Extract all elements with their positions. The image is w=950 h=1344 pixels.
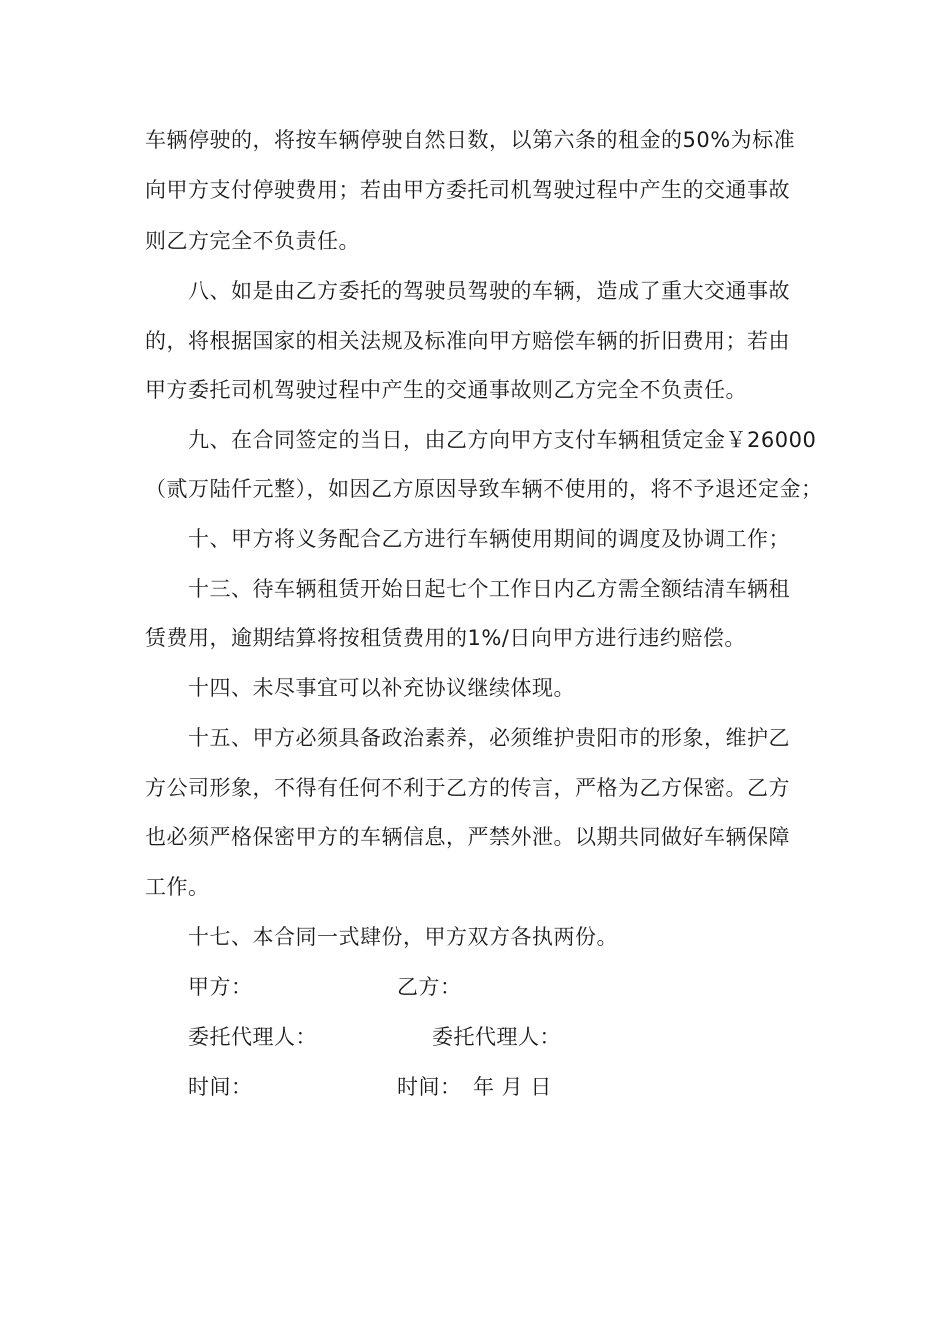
text-line: 的，将根据国家的相关法规及标准向甲方赔偿车辆的折旧费用；若由: [145, 329, 790, 353]
text-line: （贰万陆仟元整），如因乙方原因导致车辆不使用的，将不予退还定金；: [145, 477, 823, 501]
clause-14-line: 十四、未尽事宜可以补充协议继续体现。: [188, 676, 575, 700]
clause-8-line: 八、如是由乙方委托的驾驶员驾驶的车辆，造成了重大交通事故: [188, 279, 790, 303]
text-line: 方公司形象，不得有任何不利于乙方的传言，严格为乙方保密。乙方: [145, 776, 790, 800]
text-line: 车辆停驶的，将按车辆停驶自然日数，以第六条的租金的50%为标准: [145, 128, 796, 152]
date-placeholder: 年 月 日: [473, 1075, 552, 1099]
text-line: 工作。: [145, 875, 210, 899]
text-line: 则乙方完全不负责任。: [145, 229, 360, 253]
clause-15-line: 十五、甲方必须具备政治素养，必须维护贵阳市的形象，维护乙: [188, 726, 790, 750]
party-b-label: 乙方：: [397, 975, 462, 999]
party-a-label: 甲方：: [188, 975, 253, 999]
text-line: 向甲方支付停驶费用；若由甲方委托司机驾驶过程中产生的交通事故: [145, 178, 790, 202]
clause-13-line: 十三、待车辆租赁开始日起七个工作日内乙方需全额结清车辆租: [188, 577, 790, 601]
clause-10-line: 十、甲方将义务配合乙方进行车辆使用期间的调度及协调工作；: [188, 527, 790, 551]
clause-9-line: 九、在合同签定的当日，由乙方向甲方支付车辆租赁定金￥26000: [188, 428, 817, 452]
time-a-label: 时间：: [188, 1075, 253, 1099]
text-line: 也必须严格保密甲方的车辆信息，严禁外泄。以期共同做好车辆保障: [145, 825, 790, 849]
clause-17-line: 十七、本合同一式肆份，甲方双方各执两份。: [188, 925, 618, 949]
agent-a-label: 委托代理人：: [188, 1025, 317, 1049]
text-line: 甲方委托司机驾驶过程中产生的交通事故则乙方完全不负责任。: [145, 378, 747, 402]
text-line: 赁费用，逾期结算将按租赁费用的1%/日向甲方进行违约赔偿。: [145, 626, 746, 650]
agent-b-label: 委托代理人：: [432, 1025, 561, 1049]
time-b-label: 时间：: [397, 1075, 462, 1099]
